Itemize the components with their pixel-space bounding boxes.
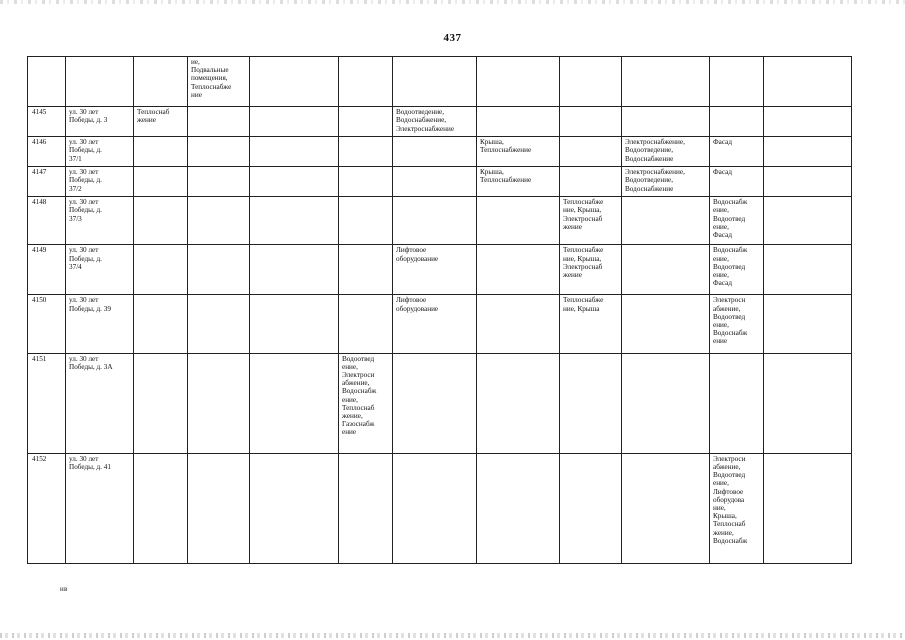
table-cell <box>393 353 477 453</box>
table-cell <box>622 57 710 107</box>
table-cell <box>477 245 560 295</box>
table-cell <box>250 295 339 353</box>
table-cell <box>339 107 393 137</box>
table-cell <box>764 353 852 453</box>
works-table <box>27 56 852 564</box>
table-cell: Теплоснабже ние, Крыша <box>560 295 622 353</box>
table-row <box>28 353 852 453</box>
table-row <box>28 137 852 167</box>
table-cell: Электроснабжение, Водоотведение, Водоснабжение <box>622 137 710 167</box>
row-number-cell: 4148 <box>28 197 66 245</box>
table-cell <box>339 167 393 197</box>
table-row <box>28 197 852 245</box>
table-cell <box>188 167 250 197</box>
table-cell <box>393 167 477 197</box>
table-cell <box>764 197 852 245</box>
table-cell <box>250 353 339 453</box>
table-cell <box>560 167 622 197</box>
table-cell: Лифтовое оборудование <box>393 245 477 295</box>
table-cell: ие, Подвальные помещения, Теплоснабже ние <box>188 57 250 107</box>
table-cell <box>393 137 477 167</box>
table-cell <box>764 57 852 107</box>
table-cell <box>560 107 622 137</box>
row-number-cell: 4149 <box>28 245 66 295</box>
table-cell: Фасад <box>710 167 764 197</box>
table-cell <box>134 57 188 107</box>
table-cell <box>134 453 188 563</box>
table-cell: Лифтовое оборудование <box>393 295 477 353</box>
row-number-cell: 4145 <box>28 107 66 137</box>
table-cell <box>622 453 710 563</box>
table-cell <box>393 57 477 107</box>
row-number-cell <box>28 57 66 107</box>
table-cell <box>250 197 339 245</box>
table-cell <box>250 453 339 563</box>
table-cell <box>622 107 710 137</box>
address-cell: ул. 30 лет Победы, д. 37/1 <box>66 137 134 167</box>
table-cell <box>477 295 560 353</box>
table-cell: Водоотведение, Водоснабжение, Электроснабжение <box>393 107 477 137</box>
table-cell <box>710 353 764 453</box>
address-cell <box>66 57 134 107</box>
table-cell: Водоснабж ение, Водоотвед ение, Фасад <box>710 245 764 295</box>
table-row <box>28 295 852 353</box>
table-cell <box>339 57 393 107</box>
table-cell <box>188 107 250 137</box>
table-cell <box>134 167 188 197</box>
address-cell: ул. 30 лет Победы, д. 39 <box>66 295 134 353</box>
address-cell: ул. 30 лет Победы, д. 3 <box>66 107 134 137</box>
table-cell: Теплоснабже ние, Крыша, Электроснаб жение <box>560 245 622 295</box>
table-cell: Электросн абжение, Водоотвед ение, Водоснабж ение <box>710 295 764 353</box>
table-cell <box>764 137 852 167</box>
table-cell <box>188 295 250 353</box>
table-cell <box>477 453 560 563</box>
table-cell <box>477 353 560 453</box>
table-cell <box>250 137 339 167</box>
table-cell <box>339 453 393 563</box>
table-cell <box>560 453 622 563</box>
table-cell: Крыша, Теплоснабжение <box>477 167 560 197</box>
table-cell <box>250 57 339 107</box>
table-cell <box>188 197 250 245</box>
table-cell <box>339 245 393 295</box>
table-row <box>28 57 852 107</box>
table-cell <box>560 353 622 453</box>
scan-edge-bottom <box>0 633 905 638</box>
table-cell <box>134 245 188 295</box>
row-number-cell: 4152 <box>28 453 66 563</box>
address-cell: ул. 30 лет Победы, д. 41 <box>66 453 134 563</box>
row-number-cell: 4151 <box>28 353 66 453</box>
table-cell <box>710 57 764 107</box>
table-cell <box>764 453 852 563</box>
table-cell: Фасад <box>710 137 764 167</box>
table-cell <box>188 353 250 453</box>
table-cell <box>764 245 852 295</box>
table-cell <box>477 107 560 137</box>
table-cell <box>477 57 560 107</box>
table-cell <box>764 295 852 353</box>
table-cell <box>560 137 622 167</box>
table-cell <box>339 137 393 167</box>
table-row <box>28 453 852 563</box>
address-cell: ул. 30 лет Победы, д. 37/2 <box>66 167 134 197</box>
table-cell <box>134 137 188 167</box>
table-cell <box>622 197 710 245</box>
table-cell <box>393 197 477 245</box>
table-cell <box>339 197 393 245</box>
page-number: 437 <box>443 32 462 44</box>
table-cell <box>393 453 477 563</box>
table-row <box>28 245 852 295</box>
address-cell: ул. 30 лет Победы, д. 37/4 <box>66 245 134 295</box>
table-cell <box>622 245 710 295</box>
table-cell: Водоснабж ение, Водоотвед ение, Фасад <box>710 197 764 245</box>
table-cell <box>477 197 560 245</box>
table-cell: Электроснабжение, Водоотведение, Водоснабжение <box>622 167 710 197</box>
scan-edge-top <box>0 0 905 4</box>
table-row <box>28 167 852 197</box>
table-row <box>28 107 852 137</box>
table-cell <box>134 197 188 245</box>
footer-mark: нв <box>60 585 68 593</box>
table-cell <box>188 245 250 295</box>
table-cell <box>250 245 339 295</box>
table-cell <box>250 167 339 197</box>
table-cell: Водоотвед ение, Электроси абжение, Водоснабж ение, Теплоснаб жение, Газоснабж ение <box>339 353 393 453</box>
table-cell <box>250 107 339 137</box>
table-cell: Теплоснабже ние, Крыша, Электроснаб жение <box>560 197 622 245</box>
table-cell <box>134 295 188 353</box>
table-cell <box>710 107 764 137</box>
row-number-cell: 4146 <box>28 137 66 167</box>
table-cell <box>188 453 250 563</box>
row-number-cell: 4147 <box>28 167 66 197</box>
address-cell: ул. 30 лет Победы, д. 3А <box>66 353 134 453</box>
table-body <box>28 57 852 564</box>
table-cell <box>188 137 250 167</box>
table-cell <box>764 107 852 137</box>
address-cell: ул. 30 лет Победы, д. 37/3 <box>66 197 134 245</box>
table-cell <box>134 353 188 453</box>
table-cell <box>764 167 852 197</box>
table-cell <box>622 295 710 353</box>
table-cell <box>560 57 622 107</box>
table-cell: Крыша, Теплоснабжение <box>477 137 560 167</box>
row-number-cell: 4150 <box>28 295 66 353</box>
table-cell: Электроси абжение, Водоотвед ение, Лифтовое оборудова ние, Крыша, Теплоснаб жение, Водоснабж <box>710 453 764 563</box>
table-cell <box>622 353 710 453</box>
table-cell <box>339 295 393 353</box>
table-cell: Теплоснаб жение <box>134 107 188 137</box>
